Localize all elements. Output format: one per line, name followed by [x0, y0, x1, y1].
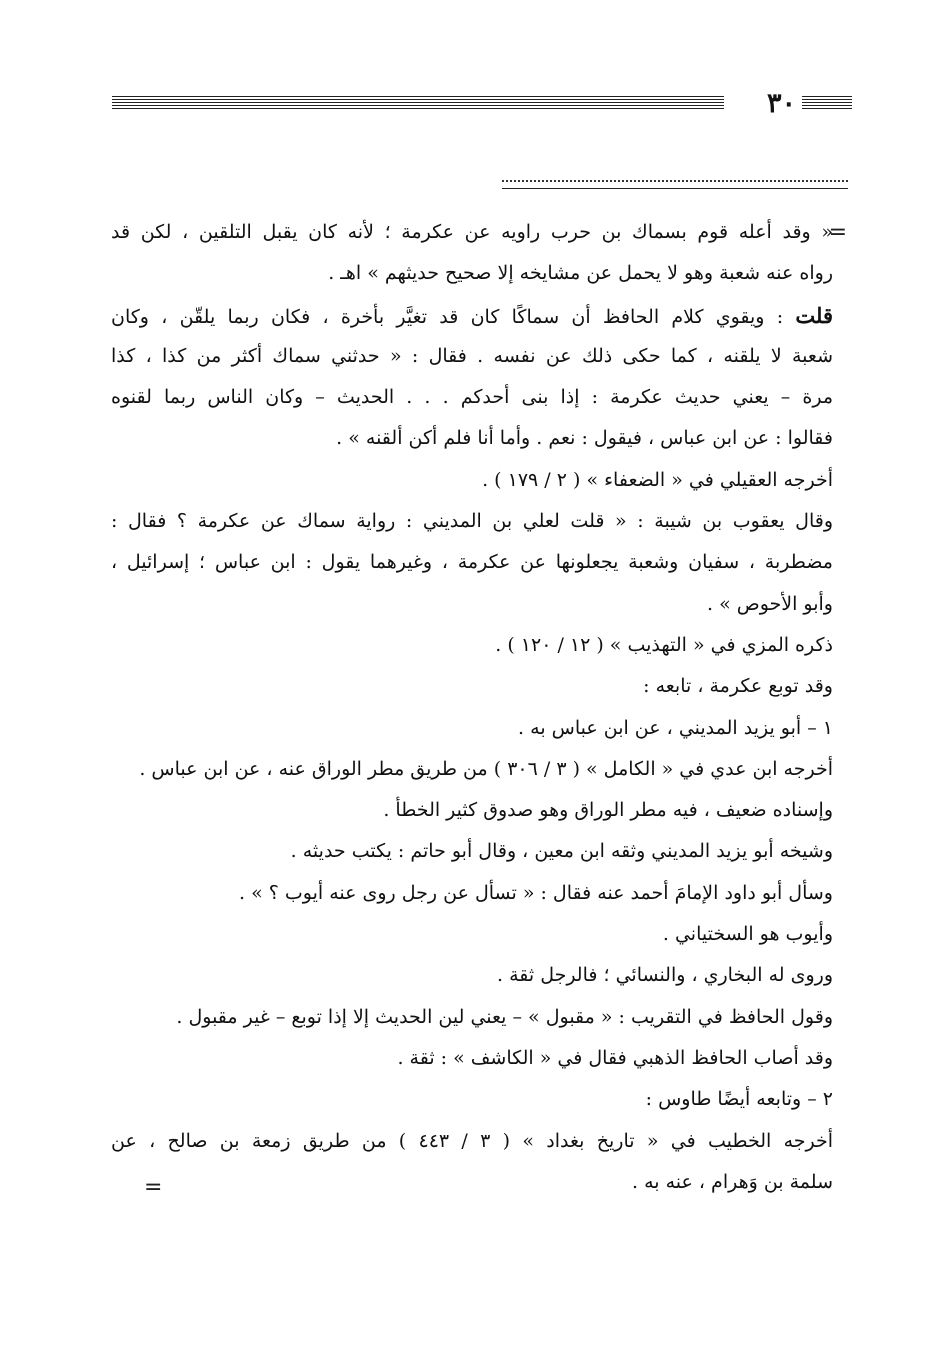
text-line: وإسناده ضعيف ، فيه مطر الوراق وهو صدوق كثير الخطأ .	[383, 799, 833, 822]
text-line: وقد توبع عكرمة ، تابعه :	[643, 675, 833, 698]
text-line: وقول الحافظ في التقريب : « مقبول » – يعني لين الحديث إلا إذا توبع – غير مقبول .	[176, 1005, 833, 1028]
text-line: مضطربة ، سفيان وشعبة يجعلونها عن عكرمة ، وغيرهما يقول : ابن عباس ؛ إسرائيل ،	[111, 551, 833, 574]
text-line: وأيوب هو السختياني .	[662, 923, 833, 946]
text-line: رواه عنه شعبة وهو لا يحمل عن مشايخه إلا صحيح حديثهم » اهـ .	[328, 262, 833, 285]
text-line: وشيخه أبو يزيد المديني وثقه ابن معين ، وقال أبو حاتم : يكتب حديثه .	[290, 840, 833, 863]
footnote-dotted-rule	[502, 180, 848, 182]
footnote-separator	[502, 180, 848, 190]
keyword-qult: قلت	[795, 302, 833, 328]
text-line: أخرجه الخطيب في « تاريخ بغداد » ( ٣ / ٤٤٣ ) من طريق زمعة بن صالح ، عن	[111, 1129, 834, 1152]
header-rule-right	[802, 96, 852, 110]
text-line: « وقد أعله قوم بسماك بن حرب راويه عن عكرمة ؛ لأنه كان يقبل التلقين ، لكن قد	[111, 221, 833, 243]
text-line: وقال يعقوب بن شيبة : « قلت لعلي بن المديني : رواية سماك عن عكرمة ؟ فقال :	[111, 510, 833, 533]
text-line: أخرجه ابن عدي في « الكامل » ( ٣ / ٣٠٦ ) من طريق مطر الوراق عنه ، عن ابن عباس .	[139, 757, 833, 780]
footnote-solid-rule	[502, 188, 848, 189]
continuation-mark-bottom: =	[144, 1175, 163, 1200]
text-line: وسأل أبو داود الإمامَ أحمد عنه فقال : « تسأل عن رجل روى عنه أيوب ؟ » .	[239, 881, 833, 904]
footnote-body	[111, 212, 833, 1203]
text-line: وأبو الأحوص » .	[707, 592, 833, 615]
text-line: قلت : ويقوي كلام الحافظ أن سماكًا كان قد تغيَّر بأخرة ، فكان ربما يلقّن ، وكان	[111, 302, 833, 328]
text-line: وروى له البخاري ، والنسائي ؛ فالرجل ثقة .	[496, 964, 833, 987]
continuation-mark-top: =	[828, 220, 847, 245]
page-header	[112, 86, 852, 126]
text-line: مرة – يعني حديث عكرمة : إذا بنى أحدكم . . . الحديث – وكان الناس ربما لقنوه	[111, 386, 833, 409]
text-line: أخرجه العقيلي في « الضعفاء » ( ٢ / ١٧٩ ) .	[482, 468, 833, 491]
text-line: سلمة بن وَهرام ، عنه به .	[632, 1170, 833, 1193]
text-line: ٢ – وتابعه أيضًا طاوس :	[645, 1088, 833, 1111]
text-line: وقد أصاب الحافظ الذهبي فقال في « الكاشف » : ثقة .	[397, 1046, 833, 1069]
text-line: ١ – أبو يزيد المديني ، عن ابن عباس به .	[518, 716, 833, 739]
text-line: ذكره المزي في « التهذيب » ( ١٢ / ١٢٠ ) .	[495, 633, 833, 656]
text-line: فقالوا : عن ابن عباس ، فيقول : نعم . وأما أنا فلم أكن ألقنه » .	[336, 427, 833, 450]
page-number: ٣٠	[766, 88, 796, 119]
header-rule-left	[112, 96, 724, 110]
text-line: شعبة لا يلقنه ، كما حكى ذلك عن نفسه . فقال : « حدثني سماك أكثر من كذا ، كذا	[111, 344, 833, 367]
